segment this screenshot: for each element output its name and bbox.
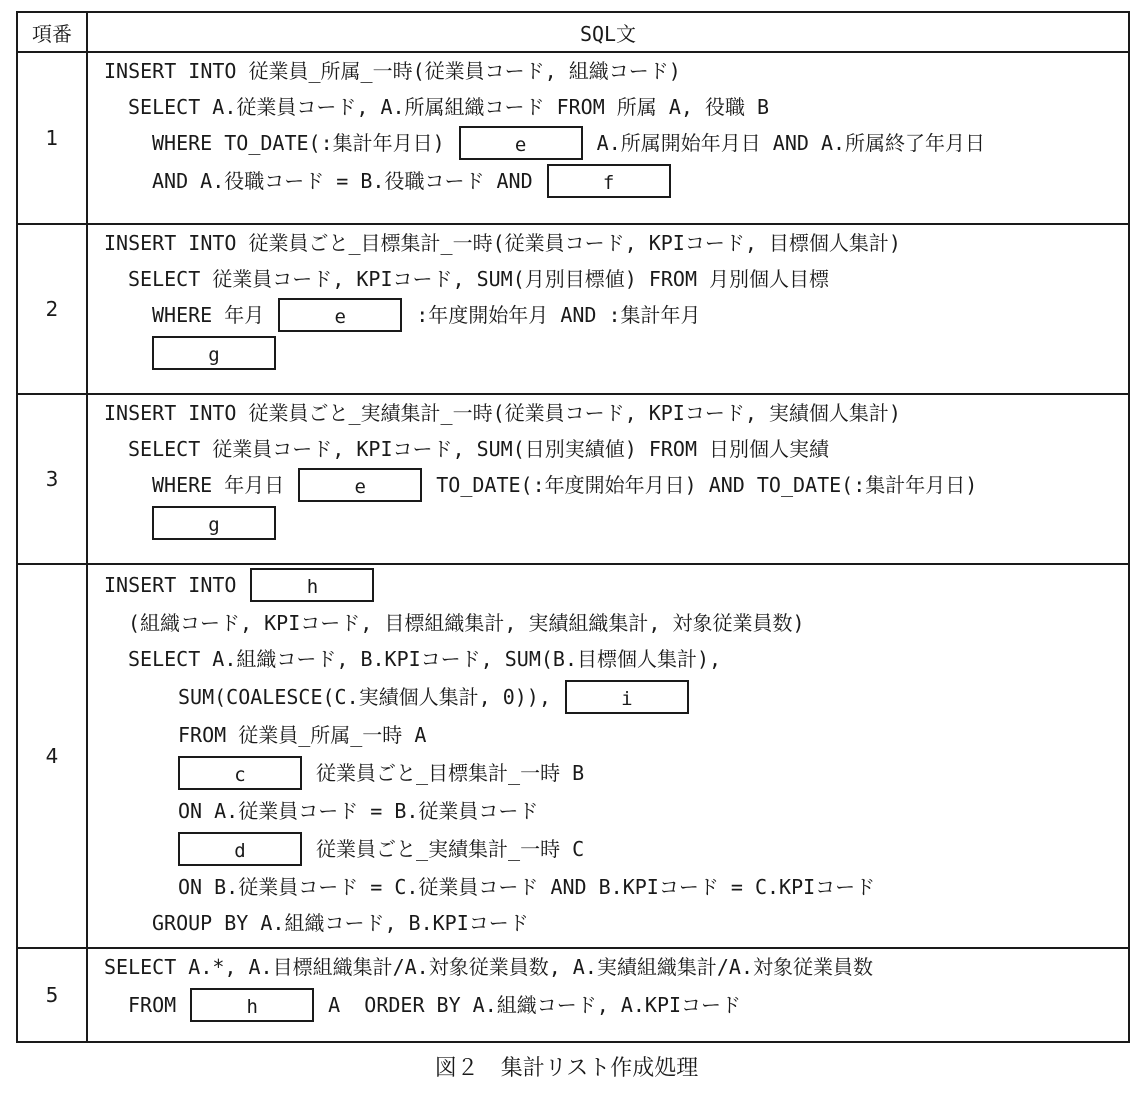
blank-box-e: e [278, 298, 402, 332]
item-number: 5 [17, 948, 87, 1042]
blank-box-c: c [178, 756, 302, 790]
sql-line: SUM(COALESCE(C.実績個人集計, 0)), i [88, 677, 1128, 717]
blank-box-h: h [190, 988, 314, 1022]
sql-line: INSERT INTO h [88, 565, 1128, 605]
table-row [17, 564, 1129, 948]
sql-line: GROUP BY A.組織コード, B.KPIコード [152, 911, 529, 935]
blank-box-f: f [547, 164, 671, 198]
item-number: 1 [17, 52, 87, 224]
blank-box-g: g [152, 336, 276, 370]
sql-table [16, 11, 1130, 1043]
blank-box-e: e [459, 126, 583, 160]
sql-line: ON A.従業員コード = B.従業員コード [178, 799, 539, 823]
table-row [17, 52, 1129, 224]
sql-line: INSERT INTO 従業員_所属_一時(従業員コード, 組織コード) [104, 59, 681, 83]
sql-line: d 従業員ごと_実績集計_一時 C [88, 829, 1128, 869]
sql-line: SELECT 従業員コード, KPIコード, SUM(日別実績値) FROM 日別個人実績 [128, 437, 830, 461]
sql-line: FROM h A ORDER BY A.組織コード, A.KPIコード [88, 985, 1128, 1025]
sql-line: SELECT A.組織コード, B.KPIコード, SUM(B.目標個人集計), [128, 647, 722, 671]
blank-box-g: g [152, 506, 276, 540]
sql-line: SELECT 従業員コード, KPIコード, SUM(月別目標値) FROM 月別個人目標 [128, 267, 830, 291]
blank-box-d: d [178, 832, 302, 866]
item-number: 3 [17, 394, 87, 564]
sql-statement [87, 52, 1129, 224]
table-row [17, 394, 1129, 564]
sql-line: (組織コード, KPIコード, 目標組織集計, 実績組織集計, 対象従業員数) [128, 611, 805, 635]
item-number: 4 [17, 564, 87, 948]
sql-line: c 従業員ごと_目標集計_一時 B [88, 753, 1128, 793]
header-sql: SQL文 [87, 12, 1129, 52]
table-row [17, 948, 1129, 1042]
blank-box-i: i [565, 680, 689, 714]
sql-line: AND A.役職コード = B.役職コード AND f [88, 161, 1128, 201]
header-item-no: 項番 [17, 12, 87, 52]
sql-line: INSERT INTO 従業員ごと_実績集計_一時(従業員コード, KPIコード, 実績個人集計) [104, 401, 901, 425]
sql-line: WHERE 年月日 e TO_DATE(:年度開始年月日) AND TO_DATE(:集計年月日) [88, 467, 1128, 503]
sql-statement [87, 564, 1129, 948]
figure-caption: 図２ 集計リスト作成処理 [434, 1056, 699, 1081]
blank-box-e: e [298, 468, 422, 502]
sql-statement [87, 224, 1129, 394]
table-header-row [17, 12, 1129, 52]
sql-statement [87, 394, 1129, 564]
sql-line [88, 503, 1128, 543]
sql-line: WHERE TO_DATE(:集計年月日) e A.所属開始年月日 AND A.所属終了年月日 [88, 125, 1128, 161]
sql-line: FROM 従業員_所属_一時 A [178, 723, 427, 747]
sql-line: INSERT INTO 従業員ごと_目標集計_一時(従業員コード, KPIコード, 目標個人集計) [104, 231, 901, 255]
sql-statement [87, 948, 1129, 1042]
sql-line: SELECT A.*, A.目標組織集計/A.対象従業員数, A.実績組織集計/A.対象従業員数 [104, 955, 873, 979]
sql-line: SELECT A.従業員コード, A.所属組織コード FROM 所属 A, 役職 B [128, 95, 770, 119]
sql-line: ON B.従業員コード = C.従業員コード AND B.KPIコード = C.KPIコード [178, 875, 876, 899]
sql-line [88, 333, 1128, 373]
sql-line: WHERE 年月 e :年度開始年月 AND :集計年月 [88, 297, 1128, 333]
item-number: 2 [17, 224, 87, 394]
blank-box-h: h [250, 568, 374, 602]
table-row [17, 224, 1129, 394]
